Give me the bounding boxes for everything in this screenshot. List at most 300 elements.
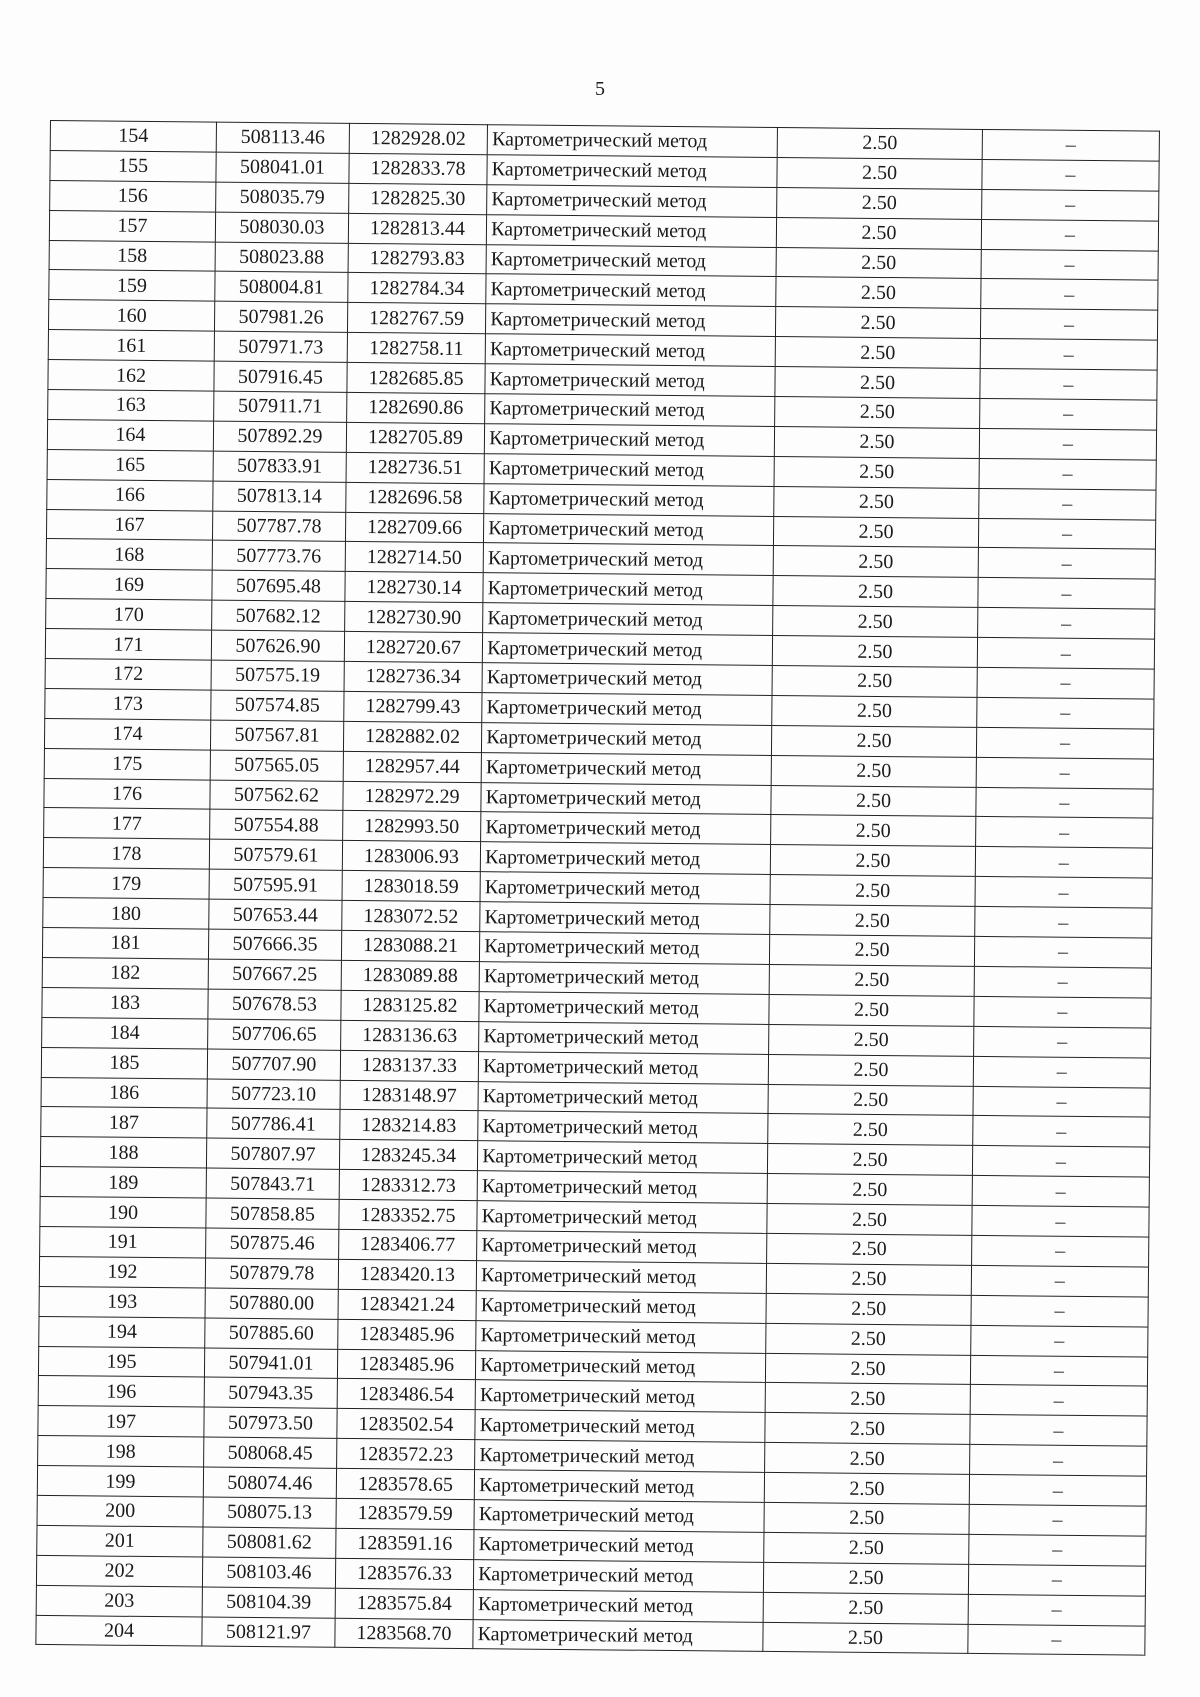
y-coordinate-cell: 1282685.85 xyxy=(347,362,486,393)
point-number-cell: 194 xyxy=(39,1316,205,1347)
note-cell xyxy=(975,817,1152,849)
x-coordinate-cell: 507723.10 xyxy=(207,1079,340,1110)
method-cell: Картометрический метод xyxy=(477,1171,767,1204)
x-coordinate-cell: 507892.29 xyxy=(213,421,346,452)
y-coordinate-cell: 1282784.34 xyxy=(348,273,487,304)
method-cell: Картометрический метод xyxy=(478,1141,768,1174)
method-cell: Картометрический метод xyxy=(474,1470,764,1503)
dash-mark: – xyxy=(1059,791,1070,814)
point-number-cell: 166 xyxy=(47,479,213,510)
x-coordinate-cell: 507574.85 xyxy=(211,690,344,721)
point-number-cell: 197 xyxy=(38,1406,204,1437)
method-cell: Картометрический метод xyxy=(481,812,771,845)
method-cell: Картометрический метод xyxy=(486,274,776,307)
x-coordinate-cell: 507678.53 xyxy=(208,989,341,1020)
x-coordinate-cell: 508041.01 xyxy=(216,152,349,183)
error-cell: 2.50 xyxy=(776,277,981,309)
method-cell: Картометрический метод xyxy=(475,1440,765,1473)
point-number-cell: 204 xyxy=(36,1615,202,1646)
x-coordinate-cell: 507973.50 xyxy=(204,1407,337,1438)
note-cell xyxy=(980,309,1157,341)
x-coordinate-cell: 508004.81 xyxy=(215,272,348,303)
point-number-cell: 161 xyxy=(48,330,214,361)
note-cell xyxy=(968,1594,1145,1626)
dash-mark: – xyxy=(1057,1030,1068,1053)
point-number-cell: 203 xyxy=(36,1585,202,1616)
y-coordinate-cell: 1283136.63 xyxy=(340,1020,479,1051)
method-cell: Картометрический метод xyxy=(478,1111,768,1144)
dash-mark: – xyxy=(1053,1359,1065,1382)
point-number-cell: 163 xyxy=(48,390,214,421)
y-coordinate-cell: 1283137.33 xyxy=(340,1050,479,1081)
error-cell: 2.50 xyxy=(776,247,981,279)
point-number-cell: 159 xyxy=(49,270,215,301)
x-coordinate-cell: 507567.81 xyxy=(210,720,343,751)
error-cell: 2.50 xyxy=(769,964,974,996)
x-coordinate-cell: 507595.91 xyxy=(209,869,342,900)
dash-mark: – xyxy=(1065,134,1076,157)
x-coordinate-cell: 507682.12 xyxy=(212,600,345,631)
dash-mark: – xyxy=(1051,1568,1063,1591)
point-number-cell: 158 xyxy=(49,240,215,271)
method-cell: Картометрический метод xyxy=(480,932,770,965)
point-number-cell: 202 xyxy=(36,1555,202,1586)
note-cell xyxy=(978,518,1155,550)
dash-mark: – xyxy=(1060,672,1071,695)
y-coordinate-cell: 1283572.23 xyxy=(336,1439,475,1470)
x-coordinate-cell: 508074.46 xyxy=(203,1467,336,1498)
point-number-cell: 191 xyxy=(40,1226,206,1257)
note-cell xyxy=(976,757,1153,789)
method-cell: Картометрический метод xyxy=(483,573,773,606)
y-coordinate-cell: 1283578.65 xyxy=(336,1468,475,1499)
y-coordinate-cell: 1282825.30 xyxy=(348,183,487,214)
note-cell xyxy=(969,1445,1146,1477)
note-cell xyxy=(975,847,1152,879)
x-coordinate-cell: 507971.73 xyxy=(214,331,347,362)
note-cell xyxy=(977,638,1154,670)
y-coordinate-cell: 1283006.93 xyxy=(342,841,481,872)
x-coordinate-cell: 507858.85 xyxy=(206,1198,339,1229)
error-cell: 2.50 xyxy=(763,1592,968,1624)
point-number-cell: 169 xyxy=(46,569,212,600)
method-cell: Картометрический метод xyxy=(474,1529,764,1562)
x-coordinate-cell: 507706.65 xyxy=(208,1019,341,1050)
method-cell: Картометрический метод xyxy=(476,1350,766,1383)
dash-mark: – xyxy=(1059,821,1070,844)
point-number-cell: 164 xyxy=(47,419,213,450)
dash-mark: – xyxy=(1065,193,1076,217)
y-coordinate-cell: 1282730.14 xyxy=(345,572,484,603)
y-coordinate-cell: 1283214.83 xyxy=(340,1110,479,1141)
error-cell: 2.50 xyxy=(766,1263,971,1295)
point-number-cell: 175 xyxy=(44,748,210,779)
point-number-cell: 176 xyxy=(44,778,210,809)
x-coordinate-cell: 507575.19 xyxy=(211,660,344,691)
point-number-cell: 179 xyxy=(43,868,209,899)
point-number-cell: 188 xyxy=(40,1137,206,1168)
y-coordinate-cell: 1283018.59 xyxy=(342,871,481,902)
dash-mark: – xyxy=(1051,1598,1062,1621)
y-coordinate-cell: 1283125.82 xyxy=(341,990,480,1021)
dash-mark: – xyxy=(1063,313,1075,336)
point-number-cell: 162 xyxy=(48,360,214,391)
error-cell: 2.50 xyxy=(768,1144,973,1176)
error-cell: 2.50 xyxy=(773,576,978,608)
error-cell: 2.50 xyxy=(769,1024,974,1056)
note-cell xyxy=(973,1086,1150,1118)
method-cell: Картометрический метод xyxy=(480,842,770,875)
coordinates-table-body xyxy=(36,121,1160,1656)
x-coordinate-cell: 507653.44 xyxy=(209,899,342,930)
note-cell xyxy=(981,279,1158,311)
note-cell xyxy=(981,189,1158,221)
method-cell: Картометрический метод xyxy=(473,1589,763,1622)
error-cell: 2.50 xyxy=(775,337,980,369)
method-cell: Картометрический метод xyxy=(483,603,773,636)
dash-mark: – xyxy=(1051,1628,1062,1651)
method-cell: Картометрический метод xyxy=(474,1559,764,1592)
note-cell xyxy=(972,1176,1149,1208)
x-coordinate-cell: 507833.91 xyxy=(213,451,346,482)
method-cell: Картометрический метод xyxy=(485,364,775,397)
dash-mark: – xyxy=(1058,881,1069,904)
error-cell: 2.50 xyxy=(774,426,979,458)
error-cell: 2.50 xyxy=(775,396,980,428)
point-number-cell: 200 xyxy=(37,1495,203,1526)
error-cell: 2.50 xyxy=(767,1233,972,1265)
error-cell: 2.50 xyxy=(770,934,975,966)
x-coordinate-cell: 508075.13 xyxy=(203,1497,336,1528)
y-coordinate-cell: 1283502.54 xyxy=(337,1409,476,1440)
x-coordinate-cell: 507667.25 xyxy=(208,959,341,990)
x-coordinate-cell: 508103.46 xyxy=(202,1557,335,1588)
y-coordinate-cell: 1282813.44 xyxy=(348,213,487,244)
error-cell: 2.50 xyxy=(766,1323,971,1355)
x-coordinate-cell: 507787.78 xyxy=(212,511,345,542)
method-cell: Картометрический метод xyxy=(478,1051,768,1084)
method-cell: Картометрический метод xyxy=(479,1021,769,1054)
y-coordinate-cell: 1282799.43 xyxy=(344,691,483,722)
dash-mark: – xyxy=(1061,552,1072,575)
y-coordinate-cell: 1283579.59 xyxy=(336,1498,475,1529)
dash-mark: – xyxy=(1058,851,1069,874)
dash-mark: – xyxy=(1062,433,1073,456)
dash-mark: – xyxy=(1055,1240,1066,1263)
x-coordinate-cell: 507879.78 xyxy=(205,1258,338,1289)
point-number-cell: 157 xyxy=(49,210,215,241)
y-coordinate-cell: 1283485.96 xyxy=(338,1319,477,1350)
error-cell: 2.50 xyxy=(774,456,979,488)
dash-mark: – xyxy=(1057,971,1068,994)
method-cell: Картометрический метод xyxy=(476,1320,766,1353)
point-number-cell: 180 xyxy=(43,898,209,929)
note-cell xyxy=(971,1265,1148,1297)
x-coordinate-cell: 507813.14 xyxy=(213,481,346,512)
y-coordinate-cell: 1283072.52 xyxy=(342,900,481,931)
y-coordinate-cell: 1282882.02 xyxy=(343,721,482,752)
error-cell: 2.50 xyxy=(774,486,979,518)
point-number-cell: 167 xyxy=(46,509,212,540)
point-number-cell: 173 xyxy=(45,688,211,719)
method-cell: Картометрический метод xyxy=(477,1231,767,1264)
note-cell xyxy=(970,1355,1147,1387)
method-cell: Картометрический метод xyxy=(482,663,772,696)
x-coordinate-cell: 507626.90 xyxy=(211,630,344,661)
note-cell xyxy=(976,727,1153,759)
dash-mark: – xyxy=(1064,283,1075,306)
dash-mark: – xyxy=(1055,1180,1066,1203)
error-cell: 2.50 xyxy=(770,905,975,937)
dash-mark: – xyxy=(1056,1090,1067,1113)
point-number-cell: 182 xyxy=(42,957,208,988)
method-cell: Картометрический метод xyxy=(484,513,774,546)
y-coordinate-cell: 1283089.88 xyxy=(341,960,480,991)
y-coordinate-cell: 1282993.50 xyxy=(342,811,481,842)
note-cell xyxy=(969,1474,1146,1506)
error-cell: 2.50 xyxy=(765,1383,970,1415)
note-cell xyxy=(973,1026,1150,1058)
method-cell: Картометрический метод xyxy=(473,1619,763,1652)
error-cell: 2.50 xyxy=(776,307,981,339)
note-cell xyxy=(970,1415,1147,1447)
y-coordinate-cell: 1283352.75 xyxy=(339,1199,478,1230)
x-coordinate-cell: 508121.97 xyxy=(202,1617,335,1648)
point-number-cell: 160 xyxy=(48,300,214,331)
note-cell xyxy=(979,398,1156,430)
method-cell: Картометрический метод xyxy=(475,1410,765,1443)
error-cell: 2.50 xyxy=(771,815,976,847)
error-cell: 2.50 xyxy=(764,1473,969,1505)
method-cell: Картометрический метод xyxy=(487,184,777,217)
error-cell: 2.50 xyxy=(774,516,979,548)
error-cell: 2.50 xyxy=(770,845,975,877)
note-cell xyxy=(975,877,1152,909)
y-coordinate-cell: 1282972.29 xyxy=(343,781,482,812)
note-cell xyxy=(971,1325,1148,1357)
error-cell: 2.50 xyxy=(765,1413,970,1445)
dash-mark: – xyxy=(1060,642,1071,665)
y-coordinate-cell: 1282696.58 xyxy=(346,482,485,513)
point-number-cell: 184 xyxy=(42,1017,208,1048)
dash-mark: – xyxy=(1057,1000,1068,1024)
dash-mark: – xyxy=(1055,1150,1067,1173)
x-coordinate-cell: 507885.60 xyxy=(205,1318,338,1349)
dash-mark: – xyxy=(1053,1449,1064,1472)
error-cell: 2.50 xyxy=(777,127,982,159)
dash-mark: – xyxy=(1056,1120,1067,1143)
error-cell: 2.50 xyxy=(770,875,975,907)
dash-mark: – xyxy=(1064,253,1075,276)
method-cell: Картометрический метод xyxy=(483,543,773,576)
note-cell xyxy=(980,369,1157,401)
method-cell: Картометрический метод xyxy=(486,304,776,337)
y-coordinate-cell: 1282730.90 xyxy=(344,602,483,633)
point-number-cell: 193 xyxy=(39,1286,205,1317)
dash-mark: – xyxy=(1064,223,1075,246)
method-cell: Картометрический метод xyxy=(485,334,775,367)
y-coordinate-cell: 1283486.54 xyxy=(337,1379,476,1410)
point-number-cell: 183 xyxy=(42,987,208,1018)
y-coordinate-cell: 1283148.97 xyxy=(340,1080,479,1111)
error-cell: 2.50 xyxy=(775,367,980,399)
x-coordinate-cell: 507666.35 xyxy=(208,929,341,960)
note-cell xyxy=(981,219,1158,251)
method-cell: Картометрический метод xyxy=(482,633,772,666)
note-cell xyxy=(971,1295,1148,1327)
x-coordinate-cell: 507880.00 xyxy=(205,1288,338,1319)
x-coordinate-cell: 507786.41 xyxy=(207,1108,340,1139)
note-cell xyxy=(977,667,1154,699)
y-coordinate-cell: 1282957.44 xyxy=(343,751,482,782)
error-cell: 2.50 xyxy=(772,725,977,757)
x-coordinate-cell: 507911.71 xyxy=(214,391,347,422)
note-cell xyxy=(973,1116,1150,1148)
note-cell xyxy=(978,548,1155,580)
note-cell xyxy=(975,907,1152,939)
x-coordinate-cell: 507773.76 xyxy=(212,541,345,572)
method-cell: Картометрический метод xyxy=(485,394,775,427)
y-coordinate-cell: 1283575.84 xyxy=(335,1588,474,1619)
error-cell: 2.50 xyxy=(768,1054,973,1086)
method-cell: Картометрический метод xyxy=(484,453,774,486)
dash-mark: – xyxy=(1061,612,1072,635)
point-number-cell: 195 xyxy=(38,1346,204,1377)
method-cell: Картометрический метод xyxy=(484,424,774,457)
note-cell xyxy=(972,1205,1149,1237)
dash-mark: – xyxy=(1052,1509,1063,1532)
point-number-cell: 174 xyxy=(44,718,210,749)
note-cell xyxy=(968,1564,1145,1596)
dash-mark: – xyxy=(1059,731,1071,755)
note-cell xyxy=(980,339,1157,371)
y-coordinate-cell: 1282758.11 xyxy=(347,333,486,364)
point-number-cell: 192 xyxy=(39,1256,205,1287)
point-number-cell: 165 xyxy=(47,449,213,480)
method-cell: Картометрический метод xyxy=(487,125,777,158)
dash-mark: – xyxy=(1063,403,1074,426)
y-coordinate-cell: 1282709.66 xyxy=(345,512,484,543)
method-cell: Картометрический метод xyxy=(477,1201,767,1234)
error-cell: 2.50 xyxy=(764,1532,969,1564)
point-number-cell: 172 xyxy=(45,659,211,690)
x-coordinate-cell: 507943.35 xyxy=(204,1377,337,1408)
error-cell: 2.50 xyxy=(764,1502,969,1534)
y-coordinate-cell: 1283591.16 xyxy=(336,1528,475,1559)
page-number: 5 xyxy=(595,78,605,100)
point-number-cell: 168 xyxy=(46,539,212,570)
note-cell xyxy=(974,996,1151,1028)
dash-mark: – xyxy=(1061,522,1073,545)
point-number-cell: 155 xyxy=(50,150,216,181)
point-number-cell: 181 xyxy=(42,928,208,959)
x-coordinate-cell: 508104.39 xyxy=(202,1587,335,1618)
method-cell: Картометрический метод xyxy=(484,483,774,516)
method-cell: Картометрический метод xyxy=(487,155,777,188)
y-coordinate-cell: 1282833.78 xyxy=(349,153,488,184)
note-cell xyxy=(969,1534,1146,1566)
dash-mark: – xyxy=(1061,582,1072,605)
point-number-cell: 186 xyxy=(41,1077,207,1108)
y-coordinate-cell: 1282793.83 xyxy=(348,243,487,274)
y-coordinate-cell: 1283568.70 xyxy=(335,1618,474,1649)
dash-mark: – xyxy=(1060,702,1071,725)
error-cell: 2.50 xyxy=(764,1562,969,1594)
error-cell: 2.50 xyxy=(772,665,977,697)
x-coordinate-cell: 508023.88 xyxy=(215,242,348,273)
method-cell: Картометрический метод xyxy=(482,693,772,726)
y-coordinate-cell: 1282690.86 xyxy=(346,392,485,423)
note-cell xyxy=(974,966,1151,998)
coordinates-table xyxy=(35,120,1160,1656)
y-coordinate-cell: 1282736.34 xyxy=(344,661,483,692)
point-number-cell: 190 xyxy=(40,1197,206,1228)
point-number-cell: 178 xyxy=(43,838,209,869)
y-coordinate-cell: 1283420.13 xyxy=(338,1259,477,1290)
note-cell xyxy=(971,1235,1148,1267)
y-coordinate-cell: 1282928.02 xyxy=(349,123,488,154)
y-coordinate-cell: 1283485.96 xyxy=(337,1349,476,1380)
y-coordinate-cell: 1283245.34 xyxy=(339,1140,478,1171)
note-cell xyxy=(979,458,1156,490)
x-coordinate-cell: 507707.90 xyxy=(207,1049,340,1080)
point-number-cell: 196 xyxy=(38,1376,204,1407)
note-cell xyxy=(974,936,1151,968)
note-cell xyxy=(979,428,1156,460)
method-cell: Картометрический метод xyxy=(475,1380,765,1413)
dash-mark: – xyxy=(1052,1479,1063,1502)
dash-mark: – xyxy=(1057,941,1069,964)
dash-mark: – xyxy=(1056,1060,1067,1083)
method-cell: Картометрический метод xyxy=(474,1500,764,1533)
x-coordinate-cell: 508030.03 xyxy=(215,212,348,243)
error-cell: 2.50 xyxy=(765,1443,970,1475)
method-cell: Картометрический метод xyxy=(482,722,772,755)
dash-mark: – xyxy=(1054,1329,1065,1352)
x-coordinate-cell: 508081.62 xyxy=(203,1527,336,1558)
point-number-cell: 177 xyxy=(44,808,210,839)
method-cell: Картометрический метод xyxy=(479,991,769,1024)
x-coordinate-cell: 508068.45 xyxy=(204,1437,337,1468)
method-cell: Картометрический метод xyxy=(478,1081,768,1114)
method-cell: Картометрический метод xyxy=(480,902,770,935)
error-cell: 2.50 xyxy=(777,187,982,219)
error-cell: 2.50 xyxy=(776,217,981,249)
point-number-cell: 201 xyxy=(37,1525,203,1556)
point-number-cell: 187 xyxy=(41,1107,207,1138)
error-cell: 2.50 xyxy=(773,546,978,578)
error-cell: 2.50 xyxy=(777,157,982,189)
note-cell xyxy=(970,1385,1147,1417)
error-cell: 2.50 xyxy=(771,755,976,787)
dash-mark: – xyxy=(1063,373,1074,396)
method-cell: Картометрический метод xyxy=(480,872,770,905)
error-cell: 2.50 xyxy=(766,1293,971,1325)
point-number-cell: 170 xyxy=(46,599,212,630)
dash-mark: – xyxy=(1052,1538,1063,1562)
x-coordinate-cell: 507562.62 xyxy=(210,780,343,811)
method-cell: Картометрический метод xyxy=(481,752,771,785)
point-number-cell: 185 xyxy=(41,1047,207,1078)
x-coordinate-cell: 508113.46 xyxy=(216,122,349,153)
error-cell: 2.50 xyxy=(771,785,976,817)
method-cell: Картометрический метод xyxy=(476,1290,766,1323)
error-cell: 2.50 xyxy=(768,1114,973,1146)
dash-mark: – xyxy=(1063,343,1074,366)
x-coordinate-cell: 507916.45 xyxy=(214,361,347,392)
note-cell xyxy=(979,488,1156,520)
y-coordinate-cell: 1283406.77 xyxy=(338,1229,477,1260)
